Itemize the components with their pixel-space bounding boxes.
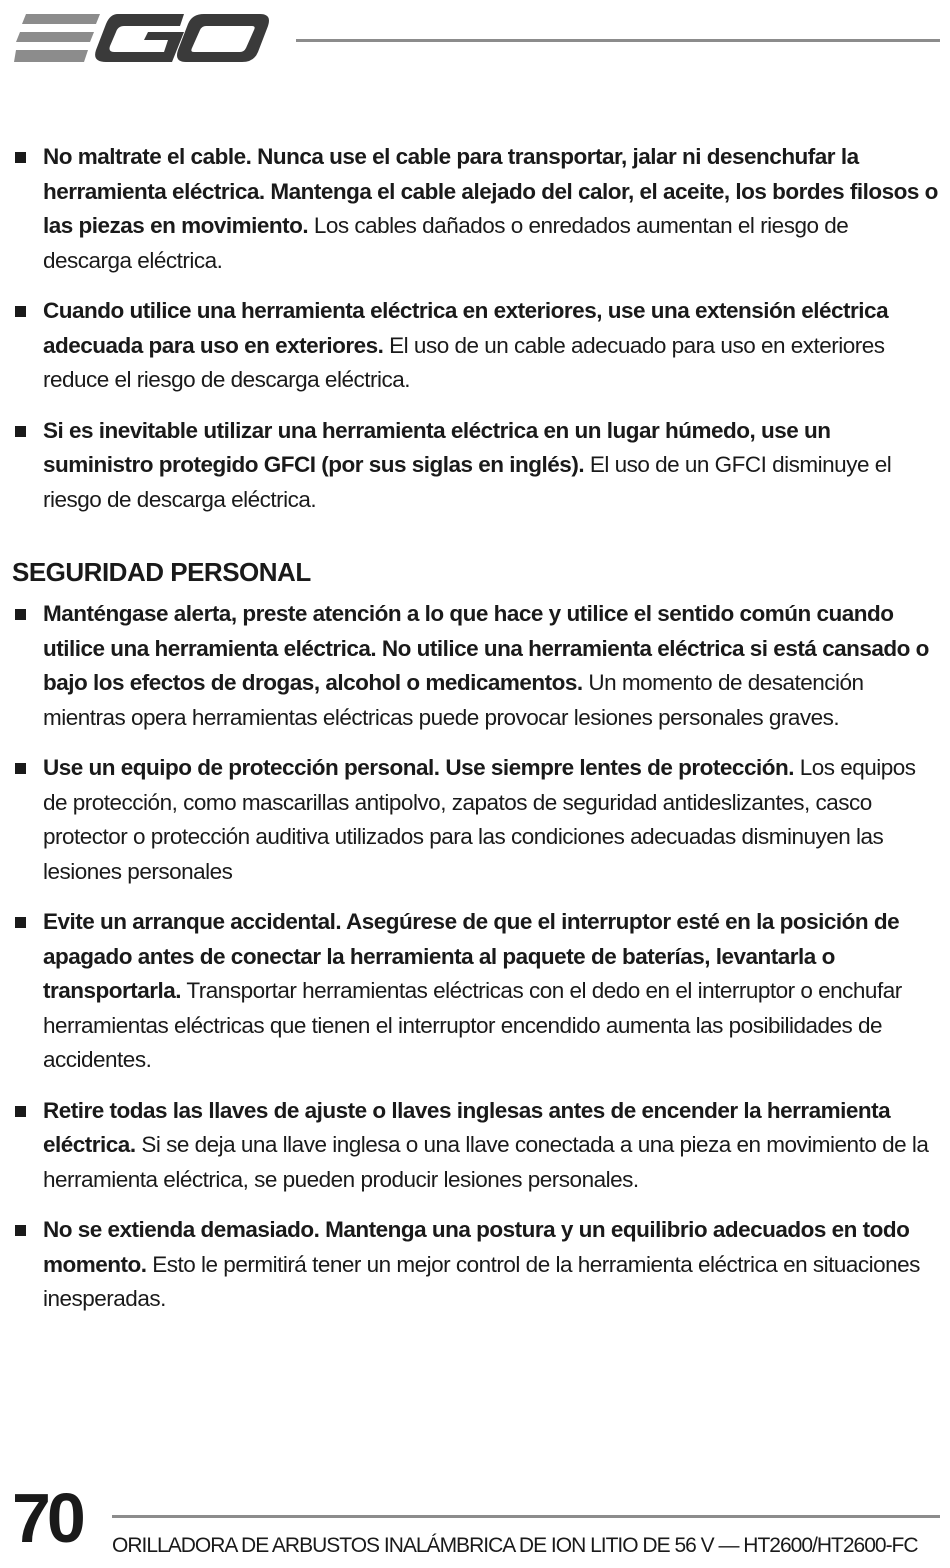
list-item xyxy=(12,905,938,1078)
bullet-square-icon xyxy=(15,917,26,928)
ego-logo xyxy=(14,10,270,68)
item-bold-text: Use un equipo de protección personal. Use siempre lentes de protección. xyxy=(43,755,794,780)
list-item xyxy=(12,294,938,398)
list-item xyxy=(12,414,938,518)
list-item xyxy=(12,140,938,278)
item-bold-text: No se extienda demasiado. Mantenga una postura y un equilibrio adecuados en todo momento. xyxy=(43,1217,910,1277)
bullet-square-icon xyxy=(15,426,26,437)
bullet-square-icon xyxy=(15,306,26,317)
page-header xyxy=(0,0,950,80)
item-bold-text: Manténgase alerta, preste atención a lo que hace y utilice el sentido común cuando utilice una herramienta eléctrica. No utilice una herramienta eléctrica si está cansado o bajo los efectos de drogas, alcohol o medicamentos. xyxy=(43,601,929,695)
header-rule xyxy=(296,39,940,42)
bullet-square-icon xyxy=(15,1106,26,1117)
item-bold-text: Si es inevitable utilizar una herramienta eléctrica en un lugar húmedo, use un suministro protegido GFCI (por sus siglas en inglés). xyxy=(43,417,831,477)
item-text: Transportar herramientas eléctricas con el dedo en el interruptor o enchufar herramientas eléctricas que tienen el interruptor encendido aumenta las posibilidades de accidentes. xyxy=(43,978,902,1072)
item-text: Los cables dañados o enredados aumentan el riesgo de descarga eléctrica. xyxy=(43,213,849,273)
item-text: Un momento de desatención mientras opera herramientas eléctricas puede provocar lesiones personales graves. xyxy=(43,670,864,730)
item-text: El uso de un GFCI disminuye el riesgo de descarga eléctrica. xyxy=(43,452,892,512)
personal-safety-list xyxy=(12,597,938,1317)
list-item xyxy=(12,1213,938,1317)
item-text: Esto le permitirá tener un mejor control de la herramienta eléctrica en situaciones inesperadas. xyxy=(43,1251,920,1311)
electrical-safety-list xyxy=(12,140,938,517)
list-item xyxy=(12,751,938,889)
item-text: El uso de un cable adecuado para uso en exteriores reduce el riesgo de descarga eléctrica. xyxy=(43,332,885,392)
bullet-square-icon xyxy=(15,609,26,620)
page-number: 70 xyxy=(12,1479,82,1557)
bullet-square-icon xyxy=(15,763,26,774)
list-item xyxy=(12,597,938,735)
item-bold-text: No maltrate el cable. Nunca use el cable para transportar, jalar ni desenchufar la herramienta eléctrica. Mantenga el cable alejado del calor, el aceite, los bordes filosos o las piezas en movimiento. xyxy=(43,144,938,238)
list-item xyxy=(12,1094,938,1198)
bullet-square-icon xyxy=(15,1225,26,1236)
section-title: SEGURIDAD PERSONAL xyxy=(12,557,311,587)
item-bold-text: Retire todas las llaves de ajuste o llaves inglesas antes de encender la herramienta eléctrica. xyxy=(43,1097,891,1157)
item-text: Los equipos de protección, como mascarillas antipolvo, zapatos de seguridad antideslizantes, casco protector o protección auditiva utilizados para las condiciones adecuadas disminuyen las lesiones personales xyxy=(43,755,916,884)
item-text: Si se deja una llave inglesa o una llave conectada a una pieza en movimiento de la herramienta eléctrica, se pueden producir lesiones personales. xyxy=(43,1132,929,1192)
footer-rule xyxy=(112,1515,940,1518)
page-content xyxy=(12,140,938,1333)
item-bold-text: Cuando utilice una herramienta eléctrica en exteriores, use una extensión eléctrica adecuada para uso en exteriores. xyxy=(43,298,889,358)
footer-product-title: ORILLADORA DE ARBUSTOS INALÁMBRICA DE ION LITIO DE 56 V — HT2600/HT2600-FC xyxy=(112,1534,918,1557)
item-bold-text: Evite un arranque accidental. Asegúrese de que el interruptor esté en la posición de apagado antes de conectar la herramienta al paquete de baterías, levantarla o transportarla. xyxy=(43,909,900,1003)
bullet-square-icon xyxy=(15,152,26,163)
